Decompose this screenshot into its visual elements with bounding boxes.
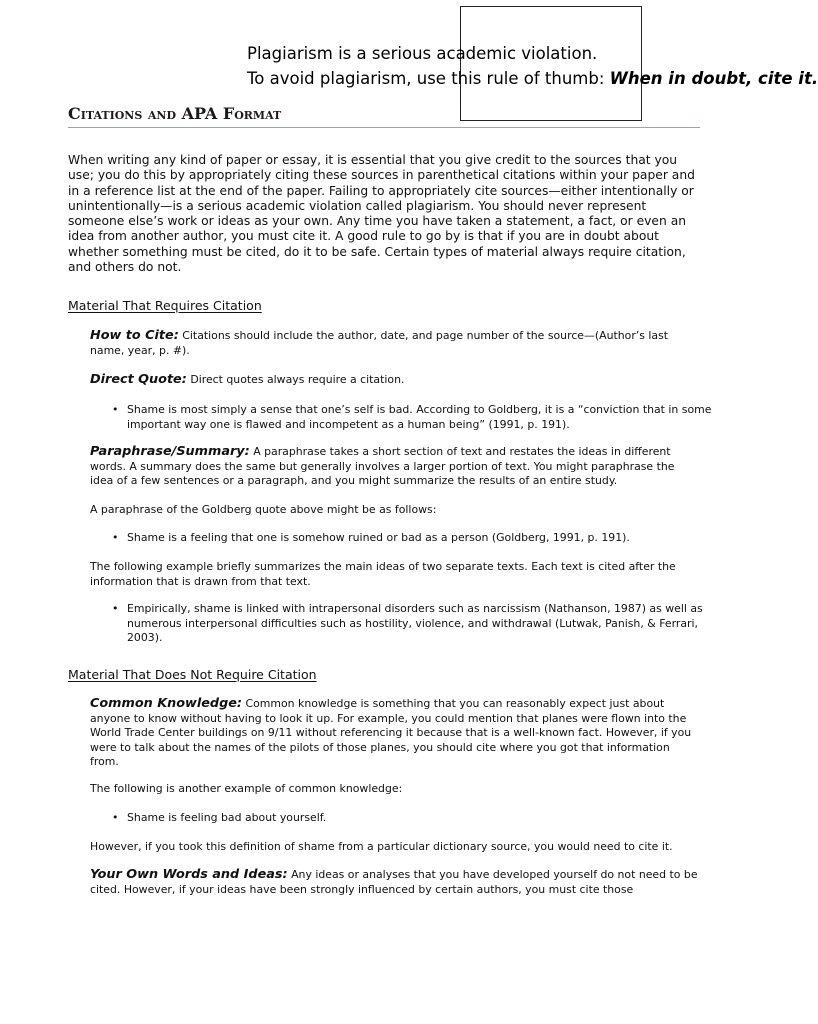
heading-requires-citation: Material That Requires Citation	[68, 298, 262, 313]
intro-paragraph: When writing any kind of paper or essay, it is essential that you give credit to the sources that you use; you do this by appropriately citing these sources in parenthetical citations within your paper and in a reference list at the end of the paper. Failing to appropriately cite sources—either intentionally or unintentionally—is a serious academic violation called plagiarism. You should never represent someone else’s work or ideas as your own. Any time you have taken a statement, a fact, or even an idea from another author, you must cite it. A good rule to go by is that if you are in doubt about whether something must be cited, do it to be safe. Certain types of material always require citation, and others do not.	[68, 153, 695, 275]
bullet-summary: • Empirically, shame is linked with intrapersonal disorders such as narcissism (Nathanson, 1987) as well as numerous interpersonal difficulties such as hostility, violence, and withdrawal (Lutwak, Panish, & Ferrari, 2003).	[112, 602, 717, 646]
how-to-cite-text: Citations should include the author, date, and page number of the source—(Author’s last name, year, p. #).	[90, 329, 669, 357]
plagiarism-callout	[247, 41, 818, 91]
paraphrase-text: A paraphrase takes a short section of text and restates the ideas in different words. A summary does the same but generally involves a larger portion of text. You might paraphrase the idea of a few sentences or a paragraph, and you might summarize the results of an entire study.	[90, 445, 675, 488]
callout-emphasis: When in doubt, cite it.	[609, 69, 818, 88]
own-words-paragraph	[90, 868, 700, 897]
callout-line-2-prefix: To avoid plagiarism, use this rule of thumb:	[247, 69, 610, 88]
common-knowledge-lead: Common Knowledge:	[90, 696, 243, 711]
page-title: Citations and APA Format	[68, 104, 282, 123]
own-words-text: Any ideas or analyses that you have developed yourself do not need to be cited. However, if your ideas have been strongly influenced by certain authors, you must cite those	[90, 868, 698, 896]
callout-line-2	[247, 66, 818, 91]
own-words-lead: Your Own Words and Ideas:	[90, 867, 288, 882]
common-knowledge-paragraph	[90, 697, 700, 770]
common-knowledge-text: Common knowledge is something that you can reasonably expect just about anyone to know without having to look it up. For example, you could mention that planes were flown into the World Trade Center buildings on 9/11 without referencing it because that is a well-known fact. However, if you were to talk about the names of the pilots of those planes, you should cite where you got that information from.	[90, 697, 692, 769]
heading-no-citation: Material That Does Not Require Citation	[68, 667, 317, 682]
summary-intro: The following example briefly summarizes the main ideas of two separate texts. Each text is cited after the information that is drawn from that text.	[90, 560, 676, 588]
bullet-direct-quote: • Shame is most simply a sense that one’s self is bad. According to Goldberg, it is a “conviction that in some important way one is flawed and incompetent as a human being” (1991, p. 191).	[112, 403, 717, 432]
dictionary-note: However, if you took this definition of shame from a particular dictionary source, you would need to cite it.	[90, 840, 673, 853]
bullet-common-knowledge: • Shame is feeling bad about yourself.	[112, 811, 717, 826]
paraphrase-lead: Paraphrase/Summary:	[90, 444, 250, 459]
bullet-paraphrase: • Shame is a feeling that one is somehow ruined or bad as a person (Goldberg, 1991, p. 191).	[112, 531, 717, 546]
how-to-cite-paragraph	[90, 329, 700, 358]
callout-line-1: Plagiarism is a serious academic violation.	[247, 44, 598, 63]
common-example-intro: The following is another example of common knowledge:	[90, 782, 403, 795]
how-to-cite-lead: How to Cite:	[90, 328, 179, 343]
direct-quote-text: Direct quotes always require a citation.	[186, 373, 405, 386]
title-divider	[68, 127, 700, 128]
paraphrase-example-intro: A paraphrase of the Goldberg quote above might be as follows:	[90, 503, 437, 516]
direct-quote-lead: Direct Quote:	[90, 372, 187, 387]
direct-quote-paragraph	[90, 373, 700, 388]
paraphrase-paragraph	[90, 445, 700, 489]
